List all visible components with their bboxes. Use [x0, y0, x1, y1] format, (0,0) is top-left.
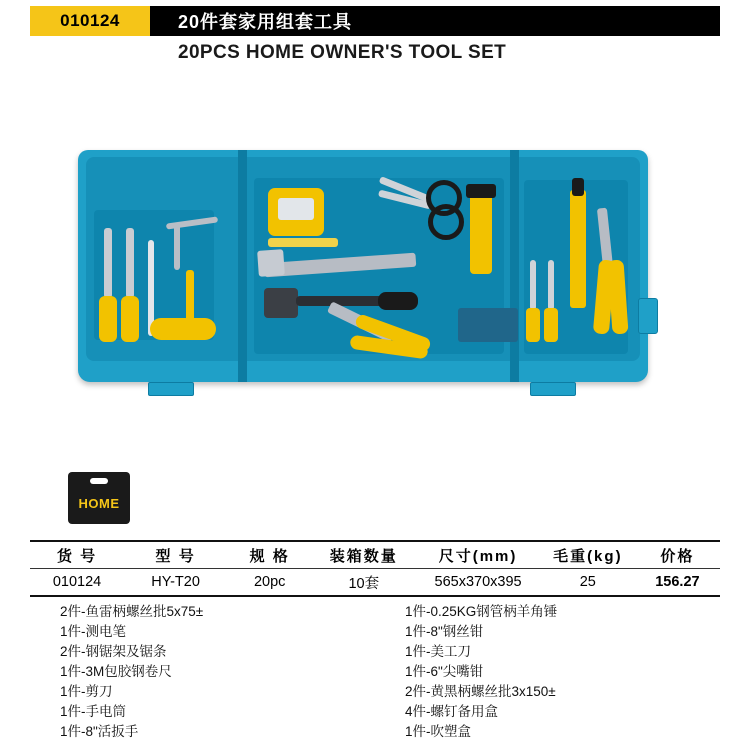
spec-value-spec: 20pc	[253, 574, 286, 590]
list-item: 1件-美工刀	[405, 644, 472, 659]
contents-column-left	[30, 602, 375, 742]
product-title-en: 20PCS HOME OWNER'S TOOL SET	[178, 42, 507, 63]
tool-screwdriver-handle-2	[121, 296, 139, 342]
list-item: 1件-6"尖嘴钳	[405, 664, 484, 679]
list-item: 1件-3M包胶钢卷尺	[60, 664, 172, 679]
list-item: 1件-测电笔	[60, 624, 127, 639]
tool-hacksaw-handle	[150, 318, 216, 340]
product-title-cn: 20件套家用组套工具	[178, 12, 353, 32]
case-hinge-left	[238, 150, 247, 382]
spec-value-weight: 25	[579, 574, 596, 590]
spec-header-weight: 毛重(kg)	[553, 547, 623, 565]
sku-badge: 010124	[30, 6, 150, 36]
list-item: 1件-吹塑盒	[405, 724, 472, 739]
tool-screwdriver-shaft-1	[104, 228, 112, 298]
tool-flashlight	[470, 188, 492, 274]
spec-header-spec: 规 格	[249, 547, 290, 565]
tool-flashlight-head	[466, 184, 496, 198]
list-item: 1件-剪刀	[60, 684, 113, 699]
tool-utility-knife	[570, 190, 586, 308]
brand-tag-label: HOME	[78, 495, 120, 511]
list-item: 1件-0.25KG钢管柄羊角锤	[405, 604, 558, 619]
case-latch-left	[148, 382, 194, 396]
case-handle	[638, 298, 658, 334]
tool-small-driver-shaft-2	[548, 260, 554, 310]
tool-tape-measure-window	[278, 198, 314, 220]
tool-utility-knife-blade	[572, 178, 584, 196]
tool-hacksaw-grip	[186, 270, 194, 322]
spec-header-price: 价格	[660, 547, 695, 565]
tool-hacksaw-frame	[174, 224, 180, 270]
spec-table	[30, 540, 720, 597]
spec-value-model: HY-T20	[151, 574, 200, 590]
list-item: 2件-鱼雷柄螺丝批5x75±	[60, 604, 204, 619]
tool-screwdriver-handle-1	[99, 296, 117, 342]
tag-hole	[90, 478, 108, 484]
list-item: 2件-钢锯架及锯条	[60, 644, 167, 659]
spec-data-row	[30, 569, 720, 595]
spec-value-price: 156.27	[655, 574, 700, 590]
product-image	[0, 110, 750, 420]
tool-hammer-head	[264, 288, 298, 318]
tool-small-driver-shaft-1	[530, 260, 536, 310]
spec-value-sku: 010124	[52, 574, 102, 590]
tool-screwdriver-shaft-2	[126, 228, 134, 298]
tool-wrench-jaw	[257, 249, 285, 277]
spec-value-packing: 10套	[348, 575, 380, 592]
header-bar	[30, 6, 720, 36]
spec-header-model: 型 号	[155, 547, 196, 565]
spec-header-sku: 货 号	[56, 547, 98, 565]
list-item: 1件-8"钢丝钳	[405, 624, 484, 639]
case-latch-right	[530, 382, 576, 396]
contents-column-right	[375, 602, 720, 742]
list-item: 1件-手电筒	[60, 704, 127, 719]
tool-case	[78, 150, 648, 382]
list-item: 1件-8"活扳手	[60, 724, 139, 739]
tool-screw-box	[458, 308, 518, 342]
spec-header-size: 尺寸(mm)	[438, 547, 518, 565]
tool-small-driver-handle-1	[526, 308, 540, 342]
tool-hammer-grip	[378, 292, 418, 310]
spec-value-size: 565x370x395	[434, 574, 522, 590]
page-header	[0, 0, 750, 78]
list-item: 2件-黄黑柄螺丝批3x150±	[405, 684, 556, 699]
case-hinge-right	[510, 150, 519, 382]
tool-tape-blade	[268, 238, 338, 247]
spec-rule-bottom	[30, 595, 720, 597]
list-item: 4件-螺钉备用盒	[405, 704, 499, 719]
contents-list	[30, 602, 720, 742]
spec-header-packing: 装箱数量	[329, 547, 398, 565]
tool-scissors-handle-2	[428, 204, 464, 240]
spec-header-row	[30, 542, 720, 568]
brand-tag	[68, 472, 130, 524]
tool-small-driver-handle-2	[544, 308, 558, 342]
